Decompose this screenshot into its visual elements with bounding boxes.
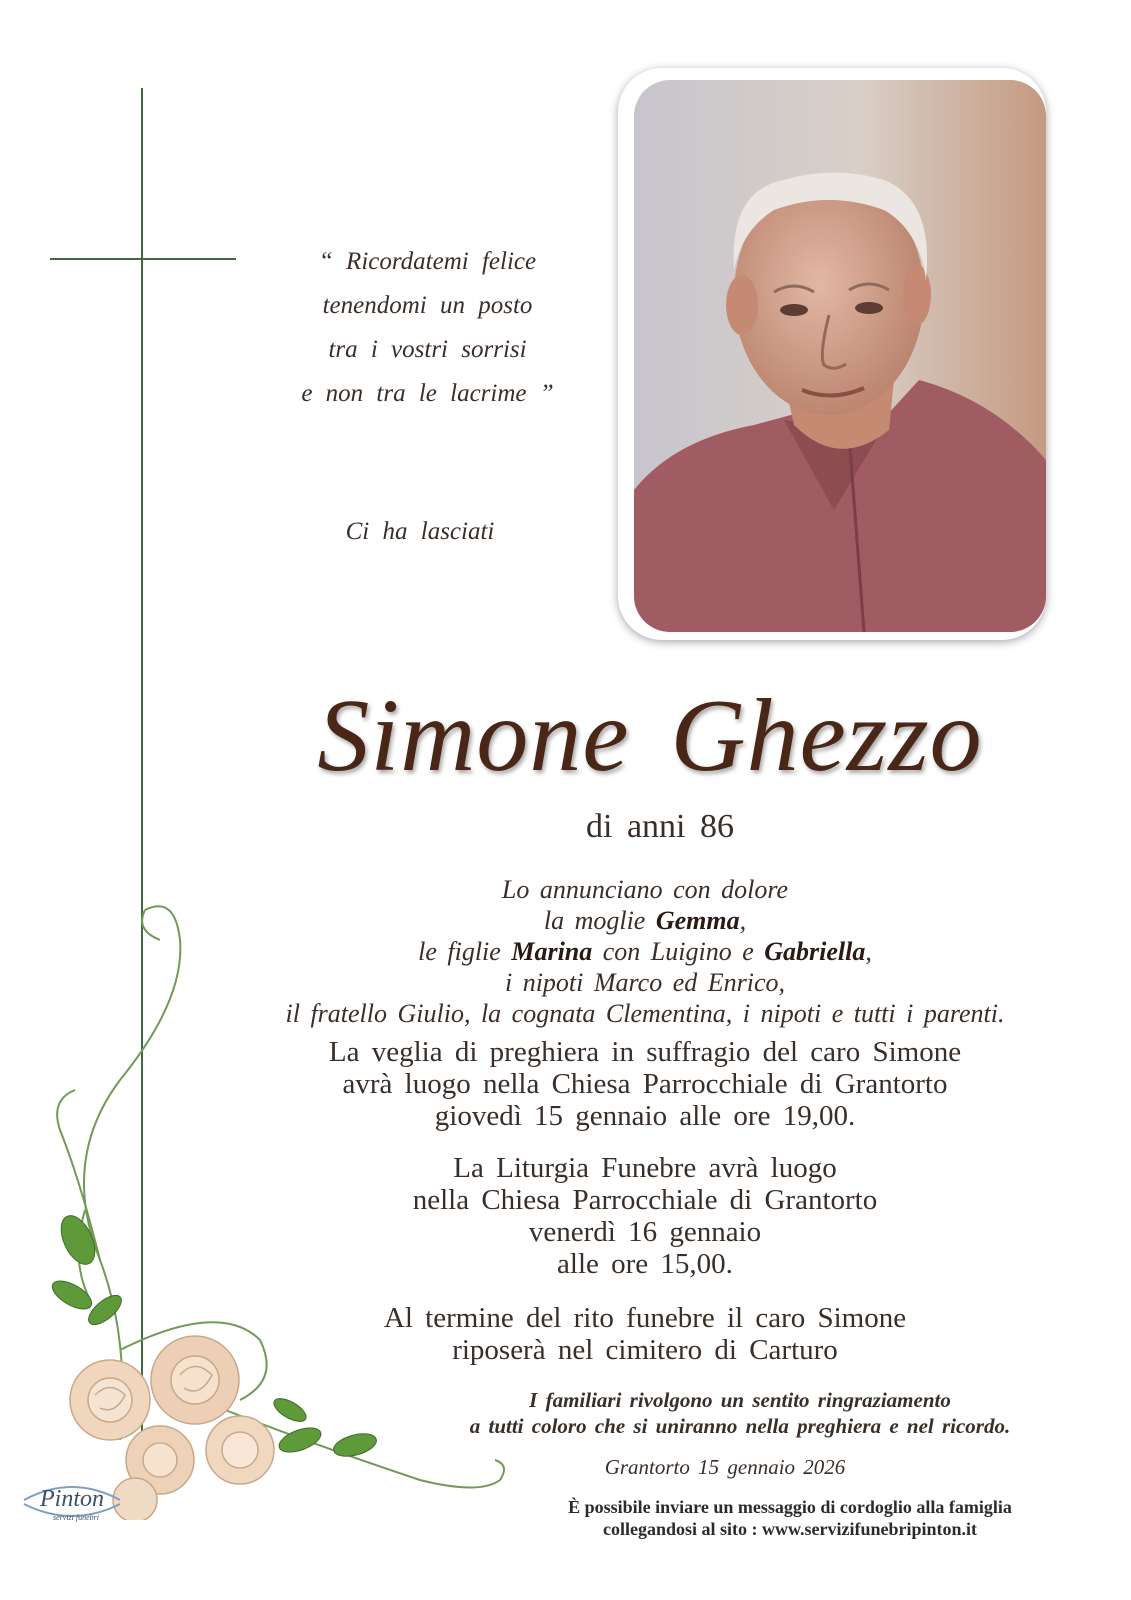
vigil-line: giovedì 15 gennaio alle ore 19,00.: [434, 1100, 856, 1132]
family-text: ,: [739, 906, 747, 935]
daughter-name: Marina: [511, 937, 593, 966]
logo-name: Pinton: [40, 1486, 104, 1512]
burial-line: riposerà nel cimitero di Carturo: [452, 1334, 838, 1366]
quote-line: tra i vostri sorrisi: [328, 336, 527, 363]
family-text: ,: [865, 937, 872, 966]
family-text: con Luigino e: [592, 937, 765, 966]
daughter-name: Gabriella: [764, 937, 866, 966]
thanks-line: a tutti coloro che si uniranno nella preghiera e nel ricordo.: [469, 1414, 1011, 1438]
pinton-logo: [18, 1470, 126, 1530]
logo-subtitle: servizi funebri: [53, 1513, 99, 1522]
family-text: la moglie: [543, 906, 656, 935]
family-line: Lo annunciano con dolore: [501, 875, 789, 904]
family-line: i nipoti Marco ed Enrico,: [504, 968, 786, 997]
family-line: il fratello Giulio, la cognata Clementina, i nipoti e tutti i parenti.: [285, 999, 1005, 1028]
memorial-quote: [285, 240, 570, 416]
condolence-line: collegandosi al sito : www.servizifunebripinton.it: [602, 1519, 977, 1539]
burial-line: Al termine del rito funebre il caro Simone: [383, 1302, 907, 1334]
wife-name: Gemma: [655, 906, 740, 935]
thanks-line: I familiari rivolgono un sentito ringraziamento: [529, 1388, 951, 1412]
condolence-info: [500, 1496, 1080, 1540]
funeral-line: nella Chiesa Parrocchiale di Grantorto: [412, 1184, 878, 1216]
deceased-age: di anni 86: [586, 808, 734, 845]
deceased-name: Simone Ghezzo: [317, 678, 983, 793]
place-date: Grantorto 15 gennaio 2026: [604, 1455, 846, 1479]
family-text: le figlie: [418, 937, 512, 966]
condolence-line: È possibile inviare un messaggio di cordoglio alla famiglia: [568, 1497, 1012, 1517]
quote-line: “ Ricordatemi felice: [318, 248, 537, 275]
vigil-line: La veglia di preghiera in suffragio del caro Simone: [328, 1036, 962, 1068]
funeral-line: venerdì 16 gennaio: [528, 1216, 762, 1248]
funeral-line: La Liturgia Funebre avrà luogo: [453, 1152, 837, 1184]
quote-line: tenendomi un posto: [322, 292, 533, 319]
rose-decoration: [0, 880, 520, 1525]
funeral-line: alle ore 15,00.: [557, 1248, 733, 1280]
intro-text: Ci ha lasciati: [345, 518, 495, 545]
cross-horizontal-bar: [50, 258, 236, 260]
vigil-line: avrà luogo nella Chiesa Parrocchiale di Grantorto: [342, 1068, 948, 1100]
portrait-photo: [634, 80, 1046, 632]
quote-line: e non tra le lacrime ”: [301, 380, 554, 407]
